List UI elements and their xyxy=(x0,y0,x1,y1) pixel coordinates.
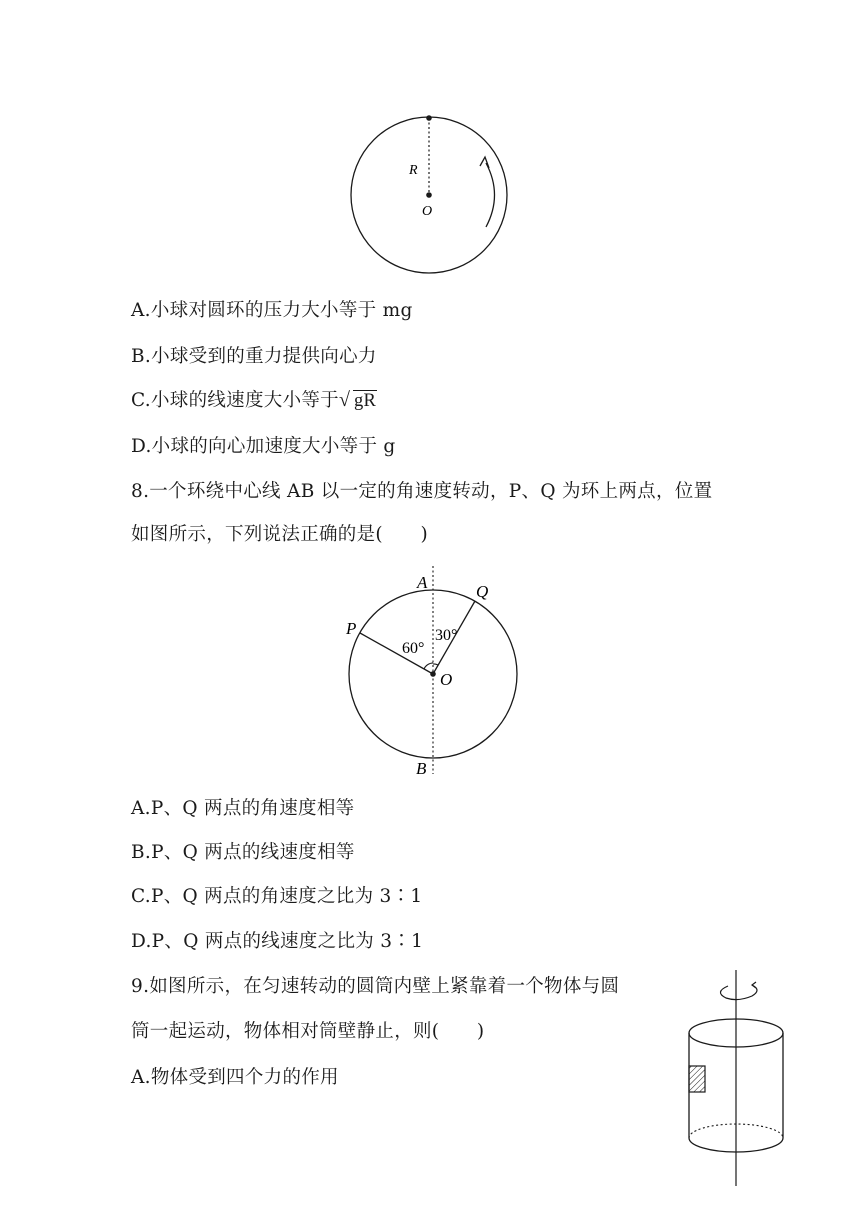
label-R: R xyxy=(409,163,418,178)
angle-60: 60° xyxy=(402,640,425,657)
q8-option-b: B.P、Q 两点的线速度相等 xyxy=(131,842,355,863)
object-block xyxy=(689,1066,705,1092)
label-O: O xyxy=(422,204,433,219)
q8-stem-line2: 如图所示，下列说法正确的是( ) xyxy=(131,524,429,545)
q9-option-a: A.物体受到四个力的作用 xyxy=(131,1067,339,1088)
q8-option-d: D.P、Q 两点的线速度之比为 3∶1 xyxy=(131,931,424,952)
label-P: P xyxy=(346,619,357,638)
circle-figure-1 xyxy=(343,110,515,278)
q8-stem-line1: 8.一个环绕中心线 AB 以一定的角速度转动，P、Q 为环上两点，位置 xyxy=(131,481,713,502)
q7-option-c xyxy=(131,386,377,412)
label-Q: Q xyxy=(476,582,489,601)
q8-option-c: C.P、Q 两点的角速度之比为 3∶1 xyxy=(131,886,423,907)
sqrt-expression: √ gR xyxy=(338,389,377,411)
label-A: A xyxy=(417,573,428,592)
q7-option-c-prefix: C.小球的线速度大小等于 xyxy=(131,390,339,411)
q9-stem-line2: 筒一起运动，物体相对筒壁静止，则( ) xyxy=(131,1021,485,1042)
sqrt-radicand: gR xyxy=(353,391,377,411)
q7-option-d: D.小球的向心加速度大小等于 g xyxy=(131,436,396,457)
q7-option-b: B.小球受到的重力提供向心力 xyxy=(131,346,377,367)
label-O: O xyxy=(440,670,453,689)
angle-30: 30° xyxy=(435,627,458,644)
q9-stem-line1: 9.如图所示，在匀速转动的圆筒内壁上紧靠着一个物体与圆 xyxy=(131,976,620,997)
ring-figure-2 xyxy=(338,562,523,777)
q8-option-a: A.P、Q 两点的角速度相等 xyxy=(131,798,355,819)
cylinder-figure-3 xyxy=(676,968,798,1190)
label-B: B xyxy=(416,759,427,777)
q7-option-a: A.小球对圆环的压力大小等于 mg xyxy=(131,300,413,321)
